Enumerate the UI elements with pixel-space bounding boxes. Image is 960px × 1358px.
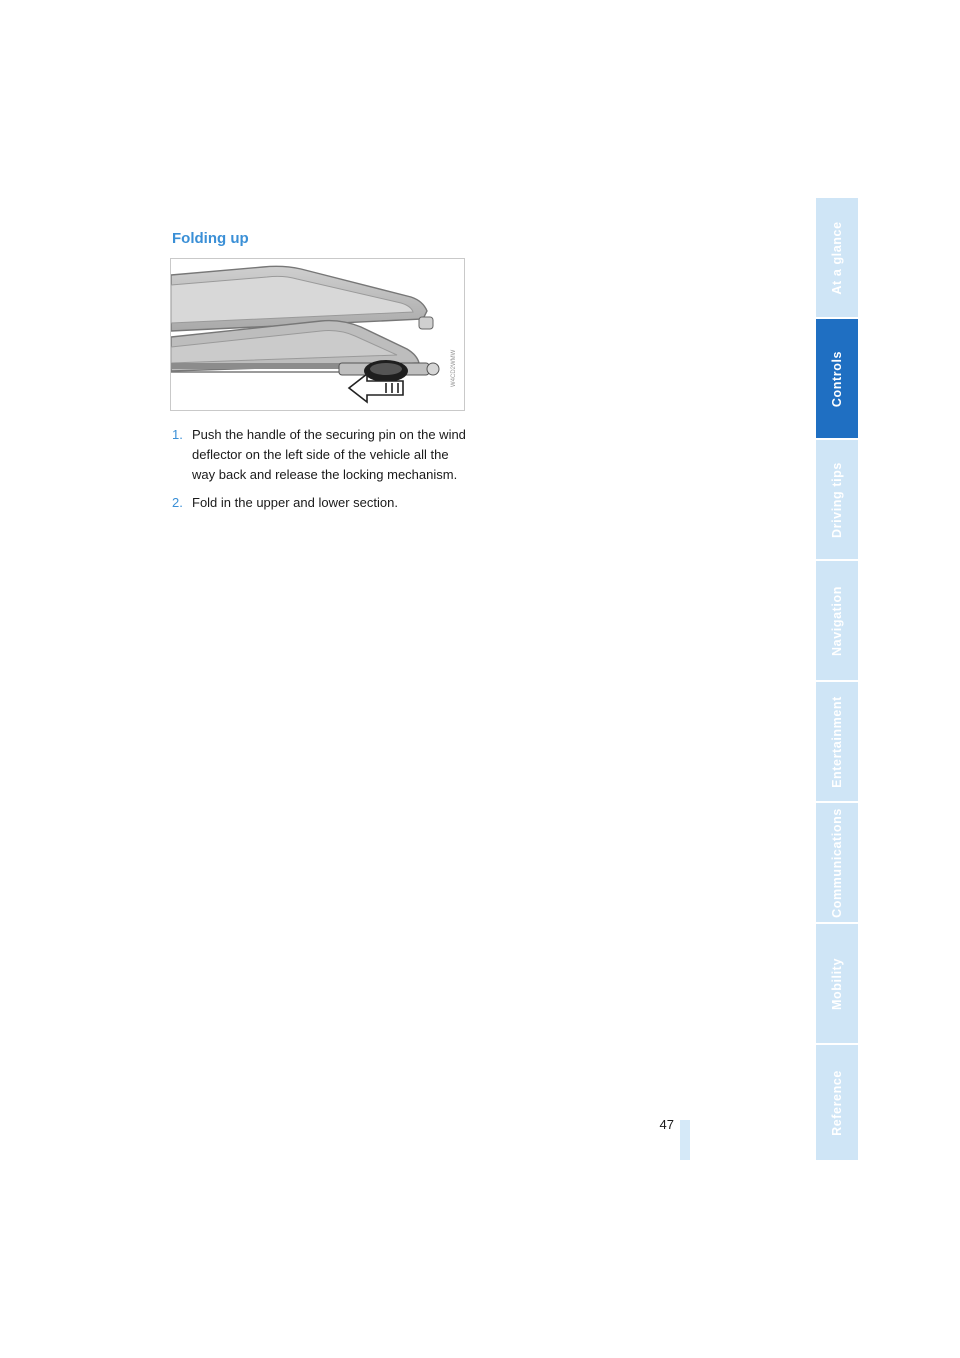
sidebar-tab-label: Controls	[830, 350, 844, 407]
step-number: 1.	[172, 427, 183, 442]
sidebar-tab-driving-tips[interactable]	[816, 440, 858, 559]
wind-deflector-illustration	[170, 258, 465, 411]
instruction-step	[172, 425, 472, 485]
sidebar-tab-label: Reference	[830, 1069, 844, 1136]
sidebar-tab-label: Driving tips	[830, 461, 844, 538]
figure-code: W4CD2WMW	[451, 349, 457, 387]
wind-deflector-drawing	[171, 259, 464, 410]
sidebar-tab-reference[interactable]	[816, 1045, 858, 1160]
sidebar-tab-label: Entertainment	[830, 695, 844, 788]
sidebar-tab-entertainment[interactable]	[816, 682, 858, 801]
sidebar-tab-label: Navigation	[830, 585, 844, 656]
step-text: Push the handle of the securing pin on the wind deflector on the left side of the vehicle all the way back and release the locking mechanism.	[192, 427, 466, 482]
sidebar-tab-label: At a glance	[830, 220, 844, 295]
section-heading: Folding up	[172, 230, 249, 247]
sidebar-tab-navigation[interactable]	[816, 561, 858, 680]
sidebar-tab-communications[interactable]	[816, 803, 858, 922]
instruction-list	[172, 425, 472, 521]
page-number: 47	[659, 1117, 674, 1132]
sidebar-tab-controls[interactable]	[816, 319, 858, 438]
page-number-bar	[680, 1120, 690, 1160]
sidebar-tab-at-a-glance[interactable]	[816, 198, 858, 317]
sidebar-tab-label: Communications	[830, 807, 844, 918]
instruction-step	[172, 493, 472, 513]
chapter-sidebar	[816, 198, 858, 1160]
sidebar-tab-label: Mobility	[830, 957, 844, 1010]
sidebar-tab-mobility[interactable]	[816, 924, 858, 1043]
step-number: 2.	[172, 495, 183, 510]
step-text: Fold in the upper and lower section.	[192, 495, 398, 510]
